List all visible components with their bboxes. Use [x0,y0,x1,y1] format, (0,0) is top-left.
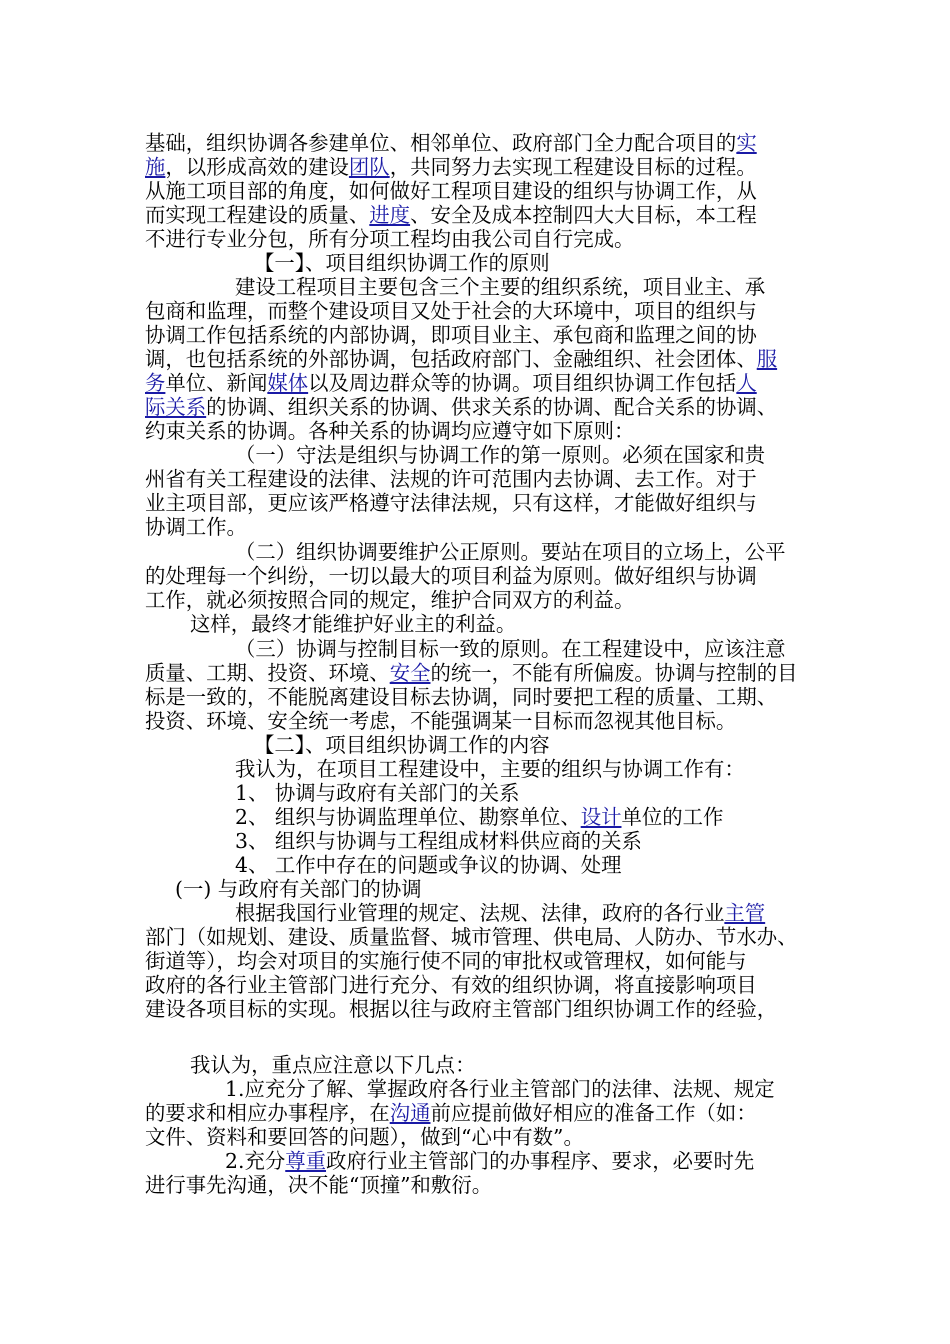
text-link[interactable]: 安全 [389,661,431,685]
text-link[interactable]: 主管 [724,901,766,925]
text-line [145,996,777,1022]
text-run: 调，也包括系统的外部协调，包括政府部门、金融组织、社会团体、 [145,347,757,371]
text-line [235,780,520,806]
text-line [235,828,642,854]
text-run: 4、 工作中存在的问题或争议的协调、处理 [235,853,622,877]
text-link[interactable]: 实 [736,131,757,155]
text-run: 约束关系的协调。各种关系的协调均应遵守如下原则： [145,419,635,443]
text-run: 、安全及成本控制四大大目标，本工程 [410,203,757,227]
text-line [145,130,757,156]
text-line [145,972,757,998]
text-line [254,250,550,276]
text-run: 建设各项目标的实现。根据以往与政府主管部门组织协调工作的经验， [145,997,778,1021]
text-run: 包商和监理，而整个建设项目又处于社会的大环境中，项目的组织与 [145,299,757,323]
text-line [145,1124,584,1150]
text-line [145,370,757,396]
text-run: 3、 组织与协调与工程组成材料供应商的关系 [235,829,642,853]
text-line [235,900,765,926]
text-run: 前应提前做好相应的准备工作（如： [430,1101,757,1125]
text-run: 投资、环境、安全统一考虑，不能强调某一目标而忽视其他目标。 [145,709,737,733]
text-line [145,684,777,710]
text-line [145,202,757,228]
text-run: 以及周边群众等的协调。项目组织协调工作包括 [308,371,737,395]
text-line [145,466,757,492]
text-line [235,539,786,565]
text-line [145,514,247,540]
text-link[interactable]: 务 [145,371,166,395]
text-line [235,442,765,468]
text-run: 文件、资料和要回答的问题），做到“心中有数”。 [145,1125,584,1149]
text-line [145,298,757,324]
text-run: 建设工程项目主要包含三个主要的组织系统，项目业主、承 [235,275,766,299]
text-run: 的协调、组织关系的协调、供求关系的协调、配合关系的协调、 [206,395,778,419]
text-run: 政府的各行业主管部门进行充分、有效的组织协调，将直接影响项目 [145,973,757,997]
text-line [145,346,777,372]
text-line [145,660,798,686]
text-run: 【二】、项目组织协调工作的内容 [254,733,550,757]
text-line [225,1148,754,1174]
text-run: 部门（如规划、建设、质量监督、城市管理、供电局、人防办、节水办、 [145,925,798,949]
text-run: 我认为，在项目工程建设中，主要的组织与协调工作有： [235,757,745,781]
text-run: 的统一，不能有所偏废。协调与控制的目 [430,661,798,685]
text-run: 不进行专业分包，所有分项工程均由我公司自行完成。 [145,227,635,251]
text-line [145,708,736,734]
text-link[interactable]: 进度 [369,203,411,227]
text-link[interactable]: 际关系 [145,395,207,419]
text-run: 基础，组织协调各参建单位、相邻单位、政府部门全力配合项目的 [145,131,737,155]
text-line [235,756,745,782]
text-link[interactable]: 施 [145,155,166,179]
text-run: （三）协调与控制目标一致的原则。在工程建设中，应该注意 [235,637,786,661]
text-line [225,1076,775,1102]
text-line [145,394,777,420]
text-line [145,490,757,516]
text-run: 根据我国行业管理的规定、法规、法律，政府的各行业 [235,901,725,925]
text-line [235,852,621,878]
text-run: 进行事先沟通，决不能“顶撞”和敷衍。 [145,1173,493,1197]
text-run: 州省有关工程建设的法律、法规的许可范围内去协调、去工作。对于 [145,467,757,491]
text-run: 而实现工程建设的质量、 [145,203,370,227]
text-run: 单位、新闻 [165,371,268,395]
text-run: (一) 与政府有关部门的协调 [175,877,422,901]
text-line [145,1172,492,1198]
text-link[interactable]: 人 [736,371,757,395]
text-run: 单位的工作 [621,805,724,829]
text-run: 我认为，重点应注意以下几点： [190,1053,476,1077]
text-run: 标是一致的，不能脱离建设目标去协调，同时要把工程的质量、工期、 [145,685,778,709]
text-run: 1.应充分了解、掌握政府各行业主管部门的法律、法规、规定 [225,1077,775,1101]
text-run: ，共同努力去实现工程建设目标的过程。 [389,155,757,179]
text-run: 2.充分 [225,1149,286,1173]
text-run: （二）组织协调要维护公正原则。要站在项目的立场上，公平 [235,540,786,564]
text-run: 【一】、项目组织协调工作的原则 [254,251,550,275]
text-line [145,322,757,348]
text-run: 2、 组织与协调监理单位、勘察单位、 [235,805,581,829]
text-line [175,876,422,902]
text-line [235,274,765,300]
text-run: 的要求和相应办事程序，在 [145,1101,390,1125]
text-run: 从施工项目部的角度，如何做好工程项目建设的组织与协调工作，从 [145,179,757,203]
text-run: 街道等），均会对项目的实施行使不同的审批权或管理权，如何能与 [145,949,747,973]
text-run: 协调工作包括系统的内部协调，即项目业主、承包商和监理之间的协 [145,323,757,347]
text-line [145,178,757,204]
text-line [235,636,786,662]
text-line [145,924,798,950]
text-link[interactable]: 团队 [348,155,390,179]
text-line [190,1052,475,1078]
text-run: 这样，最终才能维护好业主的利益。 [190,612,517,636]
text-run: 1、 协调与政府有关部门的关系 [235,781,520,805]
text-line [145,154,757,180]
text-link[interactable]: 沟通 [389,1101,431,1125]
text-run: （一）守法是组织与协调工作的第一原则。必须在国家和贵 [235,443,766,467]
text-line [190,611,516,637]
text-run: 业主项目部，更应该严格遵守法律法规，只有这样，才能做好组织与 [145,491,757,515]
text-link[interactable]: 设计 [580,805,622,829]
text-link[interactable]: 媒体 [267,371,309,395]
text-run: ，以形成高效的建设 [165,155,349,179]
text-run: 的处理每一个纠纷，一切以最大的项目利益为原则。做好组织与协调 [145,564,757,588]
text-link[interactable]: 尊重 [285,1149,327,1173]
text-line [145,563,757,589]
text-link[interactable]: 服 [756,347,778,371]
text-line [145,1100,757,1126]
text-line [235,804,723,830]
text-run: 协调工作。 [145,515,247,539]
text-line [254,732,550,758]
text-run: 政府行业主管部门的办事程序、要求，必要时先 [326,1149,755,1173]
text-line [145,948,747,974]
text-line [145,587,634,613]
text-line [145,418,634,444]
text-line [145,226,634,252]
text-run: 工作，就必须按照合同的规定，维护合同双方的利益。 [145,588,635,612]
text-run: 质量、工期、投资、环境、 [145,661,390,685]
